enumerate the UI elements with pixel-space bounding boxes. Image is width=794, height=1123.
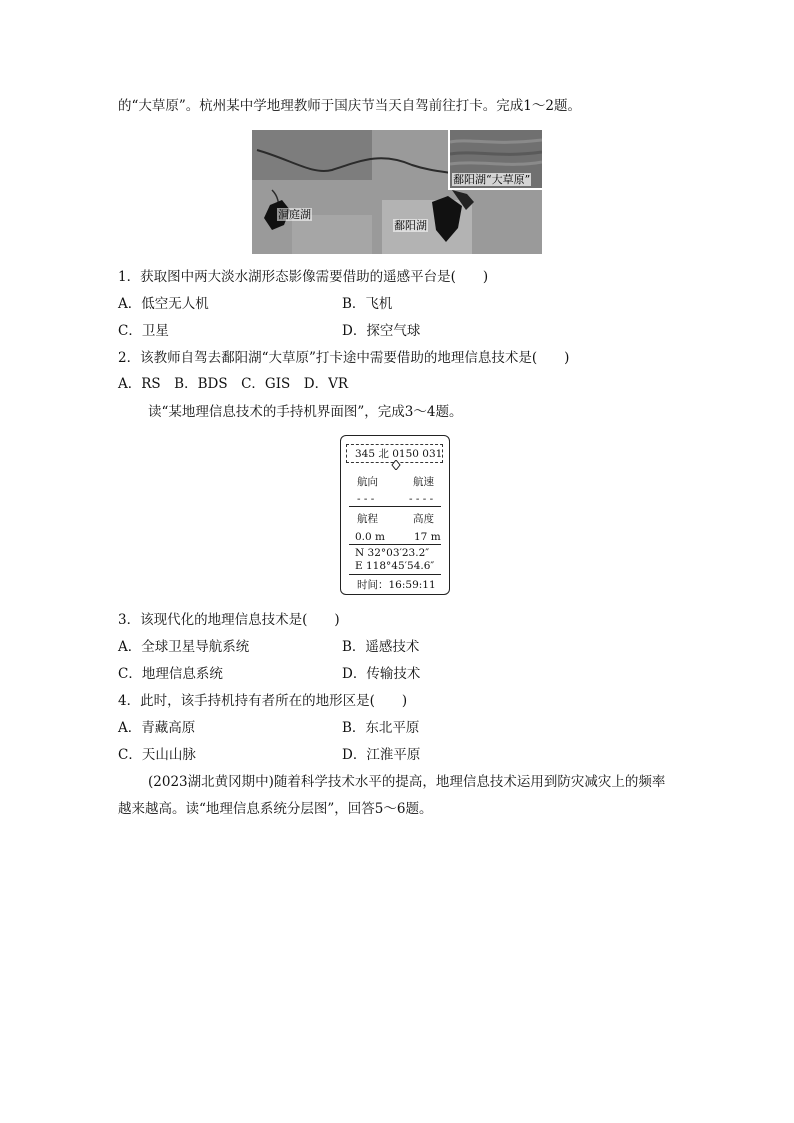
divider	[349, 574, 441, 575]
course-value: - - -	[357, 493, 375, 505]
q4-option-a: A．青藏高原	[118, 720, 196, 736]
intro-text: 的“大草原”。杭州某中学地理教师于国庆节当天自驾前往打卡。完成1～2题。	[118, 98, 581, 114]
latitude-readout: N 32°03′23.2″	[355, 547, 430, 559]
q4-option-c: C．天山山脉	[118, 747, 196, 763]
inset-photo	[448, 130, 542, 190]
q2-stem: 2．该教师自驾去鄱阳湖“大草原”打卡途中需要借助的地理信息技术是( )	[118, 350, 570, 366]
heading-readout: 345 北 0150 031	[355, 448, 443, 460]
q1-option-d: D．探空气球	[342, 323, 421, 339]
q2-options: A．RS B．BDS C．GIS D．VR	[118, 376, 349, 392]
altitude-value: 17 m	[414, 531, 441, 543]
longitude-readout: E 118°45′54.6″	[355, 560, 435, 572]
satellite-image	[252, 130, 542, 254]
course-label: 航向	[357, 476, 378, 488]
distance-label: 航程	[357, 513, 378, 525]
handheld-device-screen	[340, 435, 450, 595]
speed-label: 航速	[413, 476, 434, 488]
q3-stem: 3．该现代化的地理信息技术是( )	[118, 612, 340, 628]
q1-stem: 1．获取图中两大淡水湖形态影像需要借助的遥感平台是( )	[118, 269, 489, 285]
speed-value: - - - -	[409, 493, 434, 505]
divider	[349, 544, 441, 545]
q5-intro-line2: 越来越高。读“地理信息系统分层图”，回答5～6题。	[118, 801, 433, 817]
q4-option-d: D．江淮平原	[342, 747, 421, 763]
q3-option-c: C．地理信息系统	[118, 666, 223, 682]
q3-option-d: D．传输技术	[342, 666, 421, 682]
label-dongting-lake: 洞庭湖	[278, 208, 311, 221]
altitude-label: 高度	[413, 513, 434, 525]
q4-option-b: B．东北平原	[342, 720, 420, 736]
q3-option-b: B．遥感技术	[342, 639, 420, 655]
label-poyang-lake: 鄱阳湖	[394, 219, 427, 232]
divider	[349, 506, 441, 507]
q5-intro-line1: (2023湖北黄冈期中)随着科学技术水平的提高，地理信息技术运用到防灾减灾上的频率	[148, 774, 666, 790]
q1-option-a: A．低空无人机	[118, 296, 209, 312]
q3-option-a: A．全球卫星导航系统	[118, 639, 250, 655]
distance-value: 0.0 m	[355, 531, 385, 543]
time-readout: 时间：16:59:11	[357, 579, 436, 591]
q4-stem: 4．此时，该手持机持有者所在的地形区是( )	[118, 693, 408, 709]
device-intro: 读“某地理信息技术的手持机界面图”，完成3～4题。	[148, 404, 463, 420]
q1-option-b: B．飞机	[342, 296, 393, 312]
q1-option-c: C．卫星	[118, 323, 169, 339]
inset-caption: 鄱阳湖“大草原”	[453, 173, 531, 186]
heading-marker-icon	[391, 460, 401, 470]
